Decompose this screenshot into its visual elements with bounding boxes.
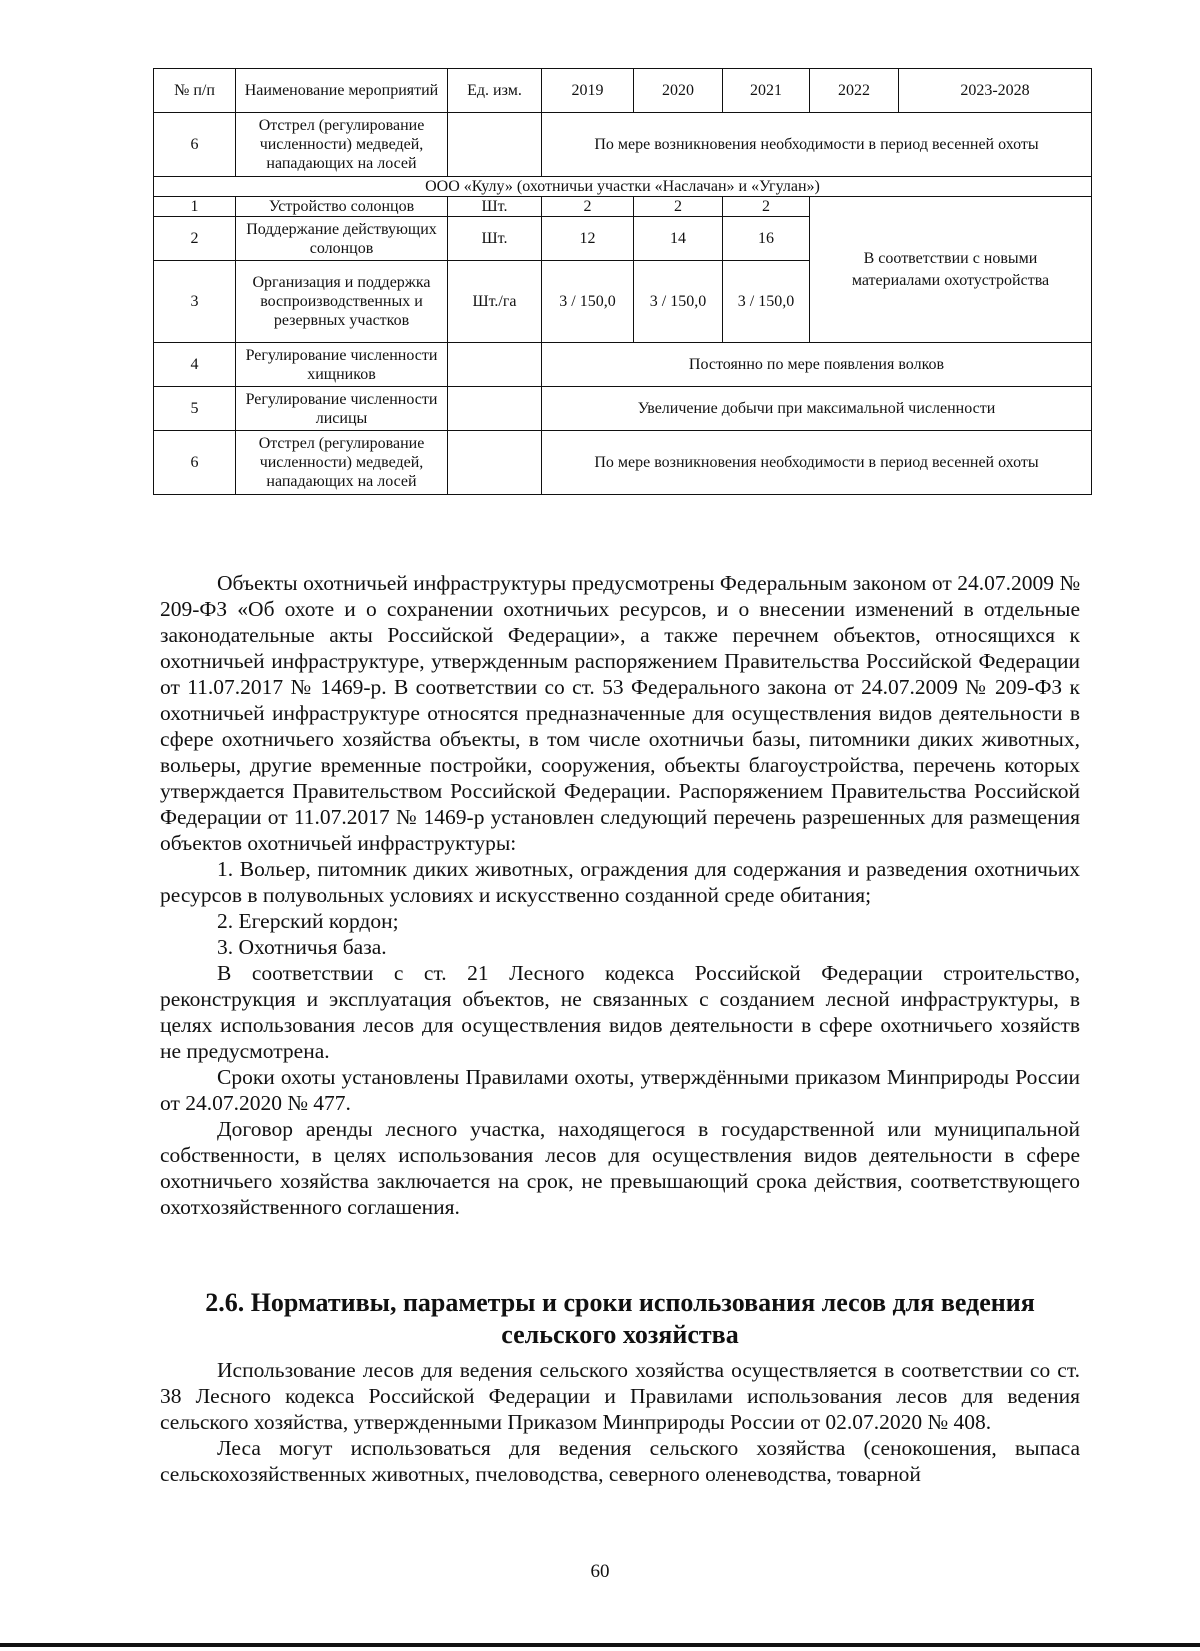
row-number: 6	[154, 431, 236, 495]
value-2020: 3 / 150,0	[634, 261, 723, 343]
org-heading: ООО «Кулу» (охотничьи участки «Наслачан» и «Угулан»)	[154, 177, 1092, 197]
row-unit: Шт./га	[448, 261, 542, 343]
value-2020: 2	[634, 197, 723, 217]
col-header: 2021	[723, 69, 810, 113]
row-span-text: Постоянно по мере появления волков	[542, 343, 1092, 387]
org-heading-row	[154, 177, 1092, 197]
row-span-text: По мере возникновения необходимости в период весенней охоты	[542, 113, 1092, 177]
row-unit	[448, 343, 542, 387]
row-unit: Шт.	[448, 197, 542, 217]
body-text-upper	[160, 570, 1080, 1220]
row-number: 3	[154, 261, 236, 343]
table-row	[154, 197, 1092, 217]
section-heading: 2.6. Нормативы, параметры и сроки использования лесов для ведения сельского хозяйства	[205, 1288, 1035, 1349]
value-2021: 2	[723, 197, 810, 217]
table-header-row	[154, 69, 1092, 113]
value-2021: 3 / 150,0	[723, 261, 810, 343]
paragraph: Леса могут использоваться для ведения сельского хозяйства (сенокошения, выпаса сельскохозяйственных животных, пчеловодства, северного оленеводства, товарной	[160, 1436, 1080, 1486]
page-number: 60	[590, 1561, 610, 1582]
row-name: Регулирование численности хищников	[236, 343, 448, 387]
list-item: 1. Вольер, питомник диких животных, ограждения для содержания и разведения охотничьих ресурсов в полувольных условиях и искусственно созданной среде обитания;	[160, 857, 1080, 907]
list-item: 3. Охотничья база.	[217, 935, 387, 959]
row-unit	[448, 387, 542, 431]
row-number: 1	[154, 197, 236, 217]
value-2019: 2	[542, 197, 634, 217]
row-name: Поддержание действующих солонцов	[236, 217, 448, 261]
row-name: Устройство солонцов	[236, 197, 448, 217]
row-name: Отстрел (регулирование численности) медведей, нападающих на лосей	[236, 431, 448, 495]
row-span-text: Увеличение добычи при максимальной численности	[542, 387, 1092, 431]
row-name: Организация и поддержка воспроизводственных и резервных участков	[236, 261, 448, 343]
row-number: 2	[154, 217, 236, 261]
row-name: Регулирование численности лисицы	[236, 387, 448, 431]
table-row	[154, 387, 1092, 431]
value-2019: 12	[542, 217, 634, 261]
col-header: 2019	[542, 69, 634, 113]
table-row	[154, 343, 1092, 387]
row-number: 6	[154, 113, 236, 177]
merged-note: В соответствии с новыми материалами охотустройства	[810, 197, 1092, 343]
paragraph: Договор аренды лесного участка, находящегося в государственной или муниципальной собственности, в целях использования лесов для осуществления видов деятельности в сфере охотничьего хозяйства заключается на срок, не превышающий срока действия, соответствующего охотхозяйственного соглашения.	[160, 1117, 1080, 1219]
row-span-text: По мере возникновения необходимости в период весенней охоты	[542, 431, 1092, 495]
col-header: Ед. изм.	[448, 69, 542, 113]
row-unit	[448, 431, 542, 495]
paragraph: Объекты охотничьей инфраструктуры предусмотрены Федеральным законом от 24.07.2009 № 209-ФЗ «Об охоте и о сохранении охотничьих ресурсов, и о внесении изменений в отдельные законодательные акты Российской Федерации», а также перечнем объектов, относящихся к охотничьей инфраструктуре, утвержденным распоряжением Правительства Российской Федерации от 11.07.2017 № 1469-р. В соответствии со ст. 53 Федерального закона от 24.07.2009 № 209-ФЗ к охотничьей инфраструктуре относятся предназначенные для осуществления видов деятельности в сфере охотничьего хозяйства объекты, в том числе охотничьи базы, питомники диких животных, вольеры, другие временные постройки, сооружения, объекты благоустройства, перечень которых утверждается Правительством Российской Федерации. Распоряжением Правительства Российской Федерации от 11.07.2017 № 1469-р установлен следующий перечень разрешенных для размещения объектов охотничьей инфраструктуры:	[160, 571, 1080, 855]
table-row	[154, 113, 1092, 177]
col-header: 2020	[634, 69, 723, 113]
row-unit	[448, 113, 542, 177]
col-header: 2022	[810, 69, 899, 113]
paragraph: Сроки охоты установлены Правилами охоты, утверждёнными приказом Минприроды России от 24.07.2020 № 477.	[160, 1065, 1080, 1115]
measures-table	[153, 68, 1092, 495]
row-number: 4	[154, 343, 236, 387]
value-2019: 3 / 150,0	[542, 261, 634, 343]
col-header: Наименование мероприятий	[236, 69, 448, 113]
table-row	[154, 431, 1092, 495]
col-header: 2023-2028	[899, 69, 1092, 113]
row-number: 5	[154, 387, 236, 431]
col-header: № п/п	[154, 69, 236, 113]
row-unit: Шт.	[448, 217, 542, 261]
paragraph: В соответствии с ст. 21 Лесного кодекса Российской Федерации строительство, реконструкция и эксплуатация объектов, не связанных с созданием лесной инфраструктуры, в целях использования лесов для осуществления видов деятельности в сфере охотничьего хозяйств не предусмотрена.	[160, 961, 1080, 1063]
row-name: Отстрел (регулирование численности) медведей, нападающих на лосей	[236, 113, 448, 177]
paragraph: Использование лесов для ведения сельского хозяйства осуществляется в соответствии со ст. 38 Лесного кодекса Российской Федерации и Правилами использования лесов для ведения сельского хозяйства, утвержденными Приказом Минприроды России от 02.07.2020 № 408.	[160, 1358, 1080, 1434]
list-item: 2. Егерский кордон;	[217, 909, 399, 933]
value-2021: 16	[723, 217, 810, 261]
value-2020: 14	[634, 217, 723, 261]
body-text-lower	[160, 1357, 1080, 1487]
bottom-rule	[0, 1643, 1200, 1647]
